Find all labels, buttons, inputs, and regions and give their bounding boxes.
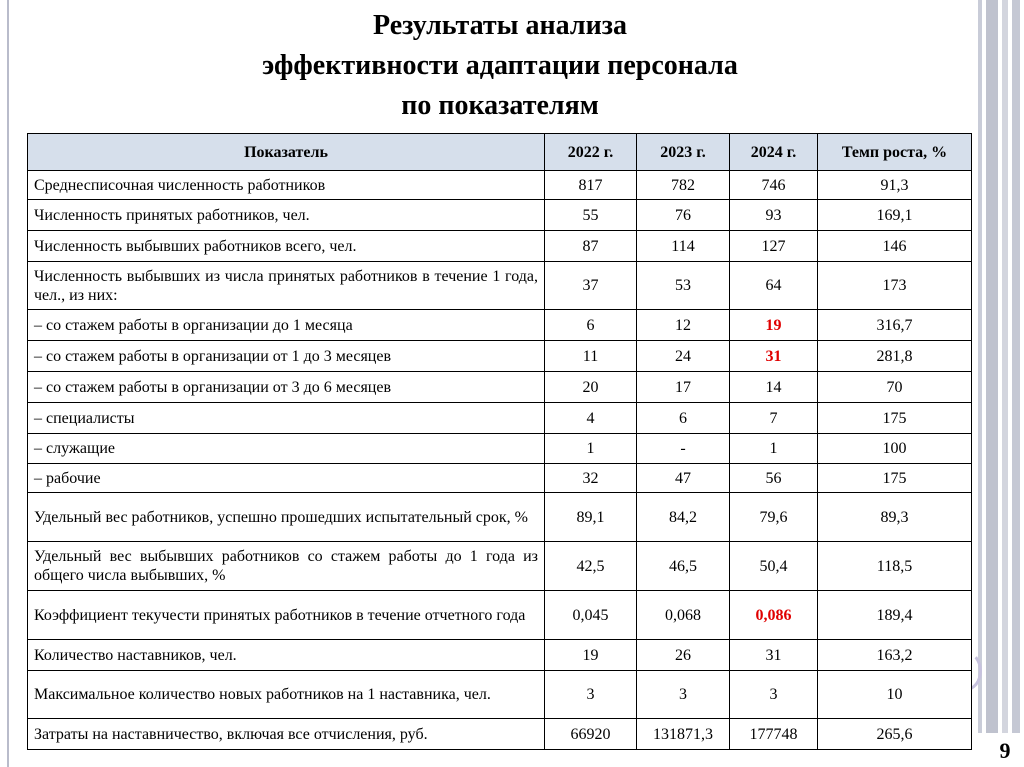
cell-2023: - [637,434,730,464]
row-label: Затраты на наставничество, включая все отчисления, руб. [28,719,545,750]
cell-2023: 84,2 [637,493,730,542]
row-label: Численность принятых работников, чел. [28,200,545,231]
table-row [28,671,972,719]
table-row [28,493,972,542]
cell-growth: 316,7 [818,310,972,341]
cell-2022: 817 [545,171,637,200]
cell-growth: 89,3 [818,493,972,542]
cell-2024: 64 [730,262,818,310]
cell-growth: 169,1 [818,200,972,231]
row-label: Среднесписочная численность работников [28,171,545,200]
title-line-1: Результаты анализа [372,10,628,41]
cell-growth: 163,2 [818,640,972,671]
table-row [28,591,972,640]
cell-2022: 1 [545,434,637,464]
cell-2022: 89,1 [545,493,637,542]
row-label: – рабочие [28,464,545,493]
table-row [28,262,972,310]
cell-2022: 11 [545,341,637,372]
header-indicator: Показатель [28,134,545,171]
row-label: Удельный вес выбывших работников со стажем работы до 1 года из общего числа выбывших, % [28,542,545,591]
cell-2023: 114 [637,231,730,262]
cell-2023: 24 [637,341,730,372]
cell-2022: 4 [545,403,637,434]
cell-2024-highlight: 19 [730,310,818,341]
cell-2023: 3 [637,671,730,719]
cell-2023: 17 [637,372,730,403]
cell-growth: 91,3 [818,171,972,200]
table-row [28,403,972,434]
cell-2024: 127 [730,231,818,262]
cell-2022: 3 [545,671,637,719]
table-row [28,171,972,200]
table-header-row [28,134,972,171]
slide-title [150,6,850,126]
cell-2023: 0,068 [637,591,730,640]
adaptation-indicators-table [27,133,972,750]
cell-growth: 175 [818,464,972,493]
cell-growth: 175 [818,403,972,434]
cell-growth: 173 [818,262,972,310]
cell-2022: 66920 [545,719,637,750]
cell-2024: 50,4 [730,542,818,591]
cell-2023: 782 [637,171,730,200]
cell-2024-highlight: 31 [730,341,818,372]
title-line-3: по показателям [401,90,599,121]
cell-2022: 19 [545,640,637,671]
cell-2023: 131871,3 [637,719,730,750]
cell-2024: 3 [730,671,818,719]
right-frame-stripe [978,0,982,767]
table-row [28,200,972,231]
right-frame-stripe [1012,0,1020,767]
cell-growth: 118,5 [818,542,972,591]
cell-growth: 146 [818,231,972,262]
right-frame-stripe [986,0,998,767]
row-label: – со стажем работы в организации от 1 до 3 месяцев [28,341,545,372]
cell-2023: 6 [637,403,730,434]
cell-2024: 1 [730,434,818,464]
cell-2024: 31 [730,640,818,671]
cell-2022: 42,5 [545,542,637,591]
cell-2023: 76 [637,200,730,231]
row-label: – специалисты [28,403,545,434]
row-label: Численность выбывших из числа принятых работников в течение 1 года, чел., из них: [28,262,545,310]
table-row [28,719,972,750]
cell-2023: 47 [637,464,730,493]
row-label: Численность выбывших работников всего, чел. [28,231,545,262]
header-2023: 2023 г. [637,134,730,171]
table-row [28,464,972,493]
cell-growth: 265,6 [818,719,972,750]
table-row [28,310,972,341]
cell-2024: 14 [730,372,818,403]
row-label: – со стажем работы в организации до 1 месяца [28,310,545,341]
right-frame-stripe [1002,0,1008,767]
row-label: Удельный вес работников, успешно прошедших испытательный срок, % [28,493,545,542]
cell-2023: 53 [637,262,730,310]
row-label: – служащие [28,434,545,464]
header-growth-rate: Темп роста, % [818,134,972,171]
row-label: Максимальное количество новых работников на 1 наставника, чел. [28,671,545,719]
cell-2022: 55 [545,200,637,231]
table-row [28,231,972,262]
row-label: Количество наставников, чел. [28,640,545,671]
cell-2022: 0,045 [545,591,637,640]
table-row [28,434,972,464]
header-2024: 2024 г. [730,134,818,171]
cell-growth: 281,8 [818,341,972,372]
cell-2024: 177748 [730,719,818,750]
cell-2022: 32 [545,464,637,493]
row-label: – со стажем работы в организации от 3 до 6 месяцев [28,372,545,403]
table-row [28,341,972,372]
table-row [28,372,972,403]
page-number: 9 [999,738,1011,763]
cell-2022: 87 [545,231,637,262]
cell-2023: 26 [637,640,730,671]
row-label: Коэффициент текучести принятых работников в течение отчетного года [28,591,545,640]
cell-2024: 79,6 [730,493,818,542]
cell-2024: 746 [730,171,818,200]
cell-2023: 46,5 [637,542,730,591]
cell-2024: 56 [730,464,818,493]
header-2022: 2022 г. [545,134,637,171]
table-row [28,640,972,671]
cell-growth: 189,4 [818,591,972,640]
table-row [28,542,972,591]
title-line-2: эффективности адаптации персонала [262,50,738,81]
left-frame-line [7,0,9,767]
cell-growth: 70 [818,372,972,403]
cell-2024-highlight: 0,086 [730,591,818,640]
cell-growth: 100 [818,434,972,464]
cell-2022: 6 [545,310,637,341]
cell-growth: 10 [818,671,972,719]
cell-2022: 20 [545,372,637,403]
cell-2024: 93 [730,200,818,231]
cell-2023: 12 [637,310,730,341]
cell-2022: 37 [545,262,637,310]
cell-2024: 7 [730,403,818,434]
